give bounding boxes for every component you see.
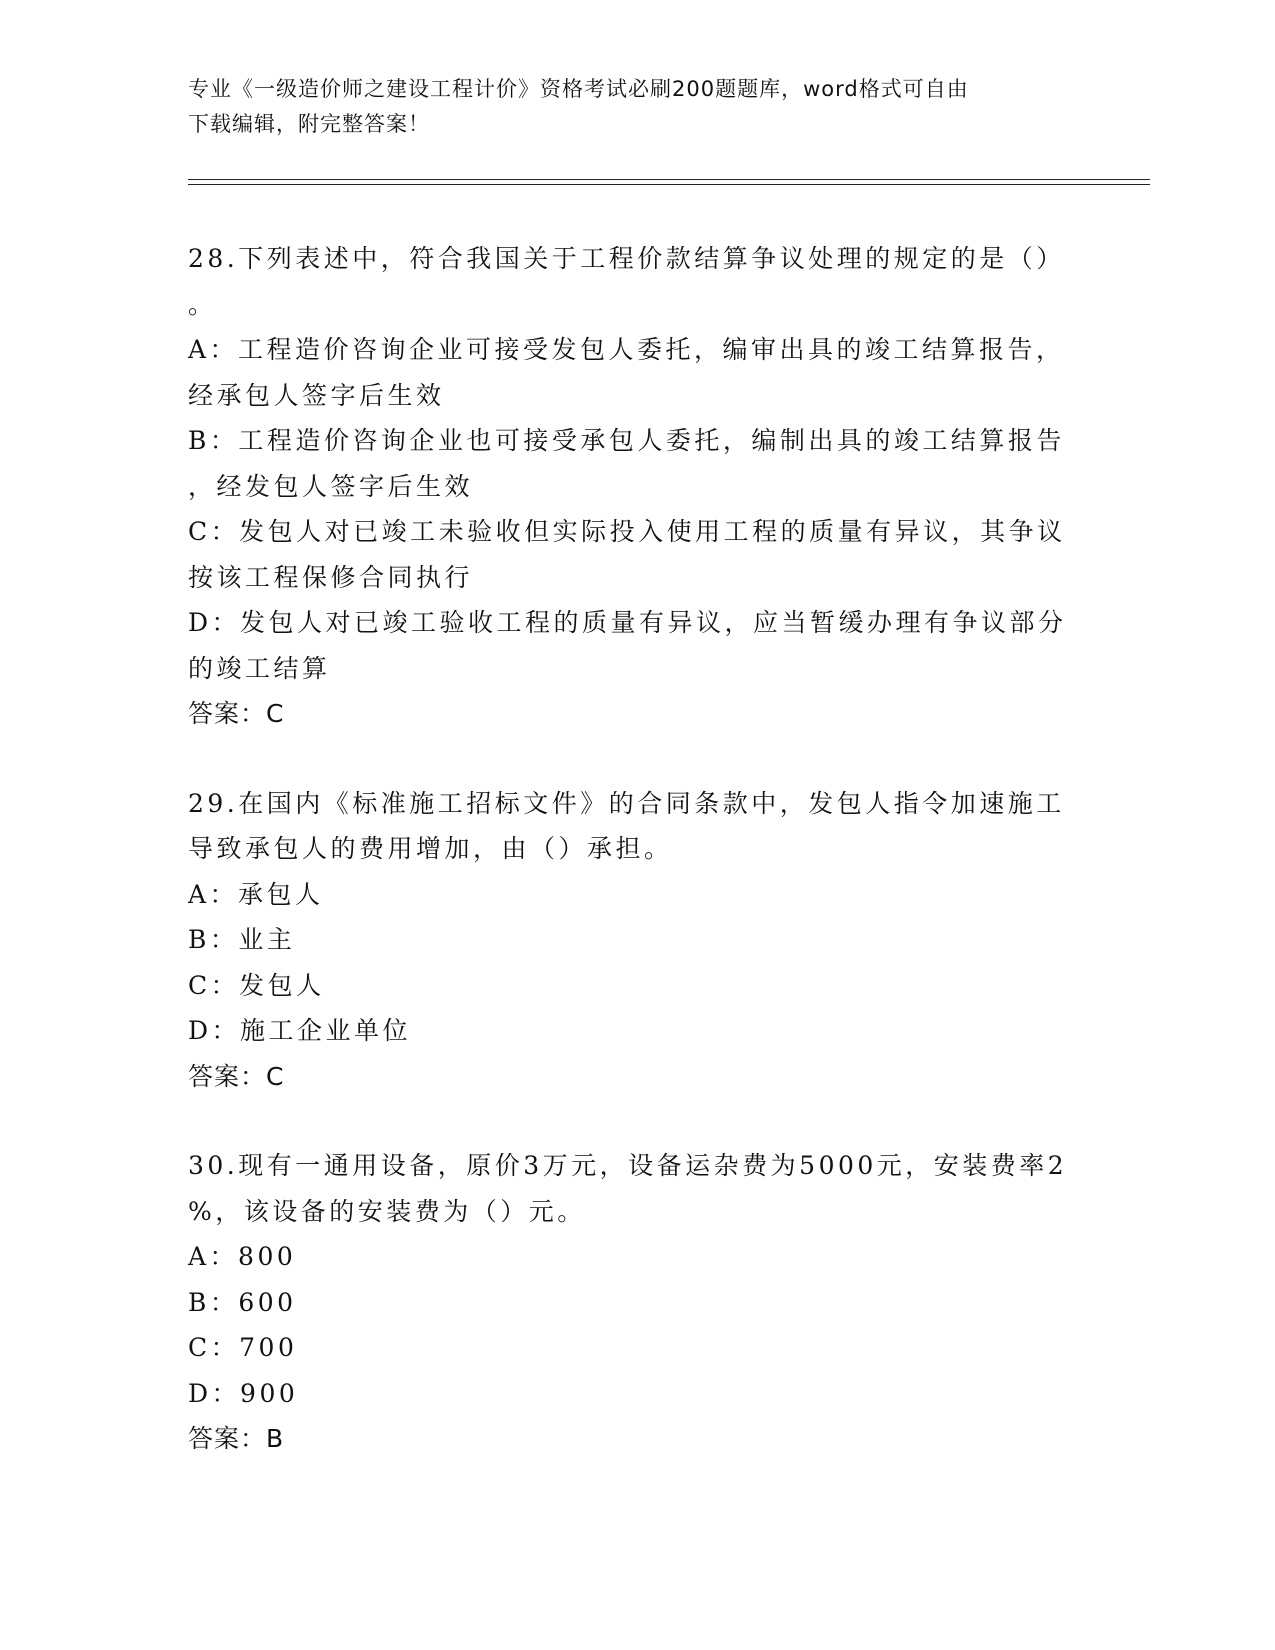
question-stem-line: 29.在国内《标准施工招标文件》的合同条款中，发包人指令加速施工 [188,788,1065,818]
header-divider-top [188,179,1150,180]
option-c-line: C：发包人 [188,970,325,1000]
option-a-line: A：800 [188,1242,297,1271]
header-line-2: 下载编辑，附完整答案！ [188,112,430,136]
option-d-line: D：施工企业单位 [188,1016,412,1045]
question-28 [188,236,1088,737]
answer-text: 答案：C [188,699,285,728]
option-c-line: C：发包人对已竣工未验收但实际投入使用工程的质量有异议，其争议 [188,517,1066,546]
answer-text: 答案：C [188,1061,285,1091]
option-b-line: ，经发包人签字后生效 [188,471,474,501]
option-a-line: A：承包人 [188,879,324,909]
option-c-line: 按该工程保修合同执行 [188,562,474,592]
option-b-line: B：业主 [188,925,296,954]
question-stem-line: 28.下列表述中，符合我国关于工程价款结算争议处理的规定的是（） [188,244,1065,273]
option-b-line: B：工程造价咨询企业也可接受承包人委托，编制出具的竣工结算报告 [188,426,1065,455]
option-a-line: A：工程造价咨询企业可接受发包人委托，编审出具的竣工结算报告， [188,335,1065,364]
question-30 [188,1143,1088,1462]
option-d-line: D：发包人对已竣工验收工程的质量有异议，应当暂缓办理有争议部分 [188,608,1067,637]
option-d-line: 的竣工结算 [188,653,331,683]
header-divider-bottom [188,184,1150,185]
question-stem-line: 导致承包人的费用增加，由（）承担。 [188,834,673,863]
option-d-line: D：900 [188,1378,299,1408]
question-stem-line: 30.现有一通用设备，原价3万元，设备运杂费为5000元，安装费率2 [188,1151,1068,1180]
question-29 [188,781,1088,1100]
question-stem-line: 。 [188,289,217,319]
option-b-line: B：600 [188,1287,297,1317]
option-a-line: 经承包人签字后生效 [188,380,445,410]
header-line-1: 专业《一级造价师之建设工程计价》资格考试必刷200题题库，word格式可自由 [188,77,969,101]
document-header [188,72,1088,142]
question-stem-line: %，该设备的安装费为（）元。 [188,1196,586,1226]
question-list [188,236,1088,1506]
answer-text: 答案：B [188,1424,285,1453]
option-c-line: C：700 [188,1333,298,1362]
